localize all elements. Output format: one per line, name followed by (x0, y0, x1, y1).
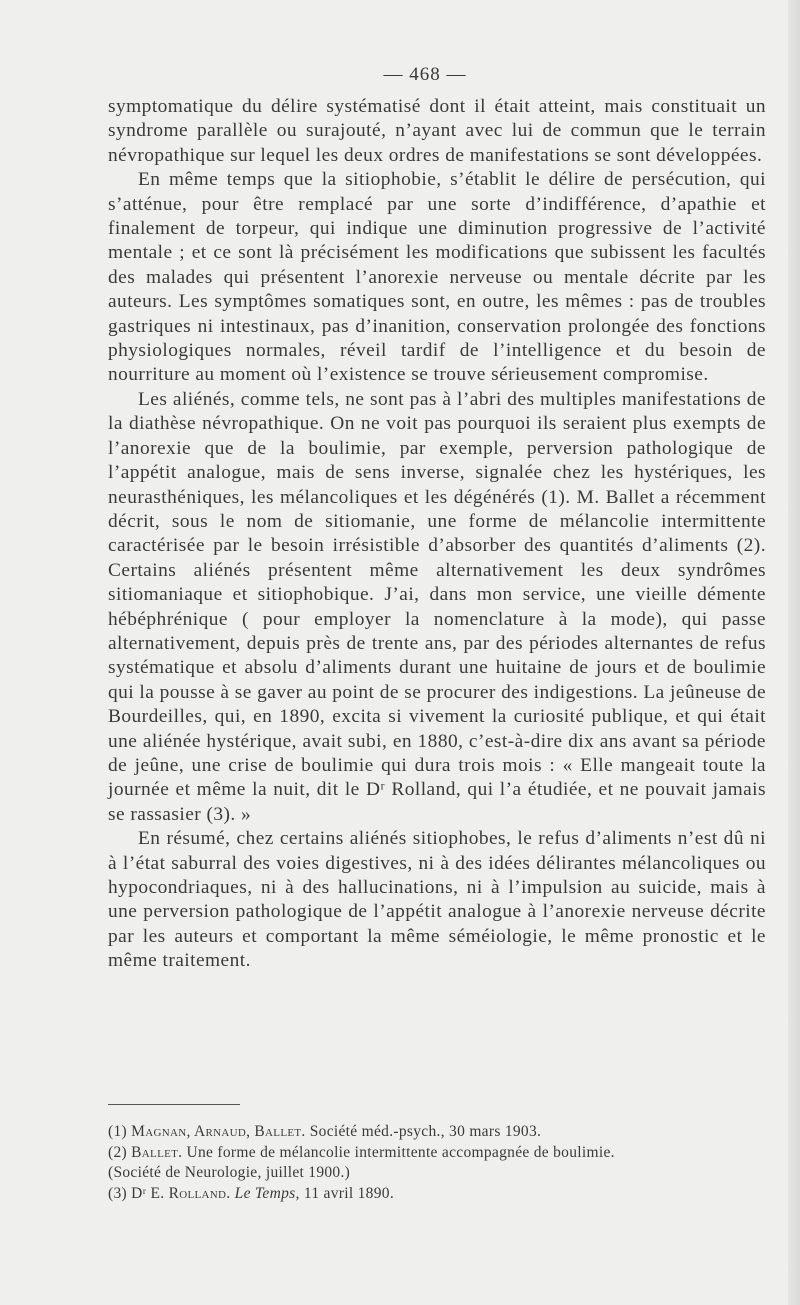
footnote-rule (108, 1104, 240, 1105)
body-text (108, 95, 766, 974)
page-edge-shadow (788, 0, 800, 1305)
footnote-3-journal: Le Temps, (234, 1184, 300, 1202)
footnote-3-mark: (3) (108, 1184, 127, 1202)
footnote-1-authors: Magnan, Arnaud, Ballet. (131, 1123, 306, 1140)
footnote-3 (108, 1184, 766, 1205)
page-number: — 468 — (383, 64, 467, 85)
footnote-2-mark: (2) (108, 1143, 127, 1161)
footnotes (108, 1122, 766, 1204)
paragraph-4: En résumé, chez certains aliénés sitiophobes, le refus d’aliments n’est dû ni à l’état saburral des voies digestives, ni à des idées délirantes mélancoliques ou hypocondriaques, ni à des hallucinations, ni à l’impulsion au suicide, mais à une perversion pathologique de l’appétit analogue à l’anorexie nerveuse décrite par les auteurs et comportant la même séméiologie, le même pronostic et le même traitement. (108, 828, 766, 972)
footnote-3-dr: Dʳ E. (131, 1184, 165, 1202)
footnote-1-mark: (1) (108, 1123, 127, 1140)
footnote-2-author: Ballet. (131, 1143, 183, 1161)
footnote-3-date: 11 avril 1890. (299, 1184, 395, 1202)
paragraph-2: En même temps que la sitiophobie, s’établit le délire de persécution, qui s’atténue, pour être remplacé par une sorte d’indifférence, d’apathie et finalement de torpeur, qui indique une diminution progressive de l’activité mentale ; et ce sont là précisément les modifications que subissent les facultés des malades qui présentent l’anorexie nerveuse ou mentale décrite par les auteurs. Les symptômes somatiques sont, en outre, les mêmes : pas de troubles gastriques ni intestinaux, pas d’inanition, conservation prolongée des fonctions physiologiques normales, réveil tardif de l’intelligence et du besoin de nourriture au moment où l’existence se trouve sérieusement compromise. (108, 169, 766, 386)
footnote-1 (108, 1122, 766, 1143)
footnote-2-continuation: (Société de Neurologie, juillet 1900.) (108, 1164, 351, 1181)
footnote-2-text: Une forme de mélancolie intermittente accompagnée de boulimie. (182, 1143, 615, 1161)
paragraph-3: Les aliénés, comme tels, ne sont pas à l’abri des multiples manifestations de la diathèse névropathique. On ne voit pas pourquoi ils seraient plus exempts de l’anorexie que de la boulimie, par exemple, perversion pathologique de l’appétit analogue, mais de sens inverse, signalée chez les hystériques, les neurasthéniques, les mélancoliques et les dégénérés (1). M. Ballet a récemment décrit, sous le nom de sitiomanie, une forme de mélancolie intermittente caractérisée par le besoin irrésistible d’absorber des quantités d’aliments (2). Certains aliénés présentent même alternativement les deux syndrômes sitiomaniaque et sitiophobique. J’ai, dans mon service, une vieille démente hébéphrénique ( pour employer la nomenclature à la mode), qui passe alternativement, depuis près de trente ans, par des périodes alternantes de refus systématique et absolu d’aliments durant une huitaine de jours et de boulimie qui la pousse à se gaver au point de se procurer des indigestions. La jeûneuse de Bourdeilles, qui, en 1890, excita si vivement la curiosité publique, et qui était une aliénée hystérique, avait subi, en 1880, c’est-à-dire dix ans avant sa période de jeûne, une crise de boulimie qui dura trois mois : « Elle mangeait toute la journée et même la nuit, dit le Dʳ Rolland, qui l’a étudiée, et ne pouvait jamais se rassasier (3). » (108, 388, 766, 825)
footnote-1-text: Société méd.-psych., 30 mars 1903. (305, 1123, 542, 1140)
footnote-2 (108, 1143, 766, 1184)
footnote-3-author: Rolland. (168, 1184, 231, 1202)
paragraph-1: symptomatique du délire systématisé dont il était atteint, mais constituait un syndrome parallèle ou surajouté, n’ayant avec lui de commun que le terrain névropathique sur lequel les deux ordres de manifestations se sont développées. (108, 96, 766, 166)
